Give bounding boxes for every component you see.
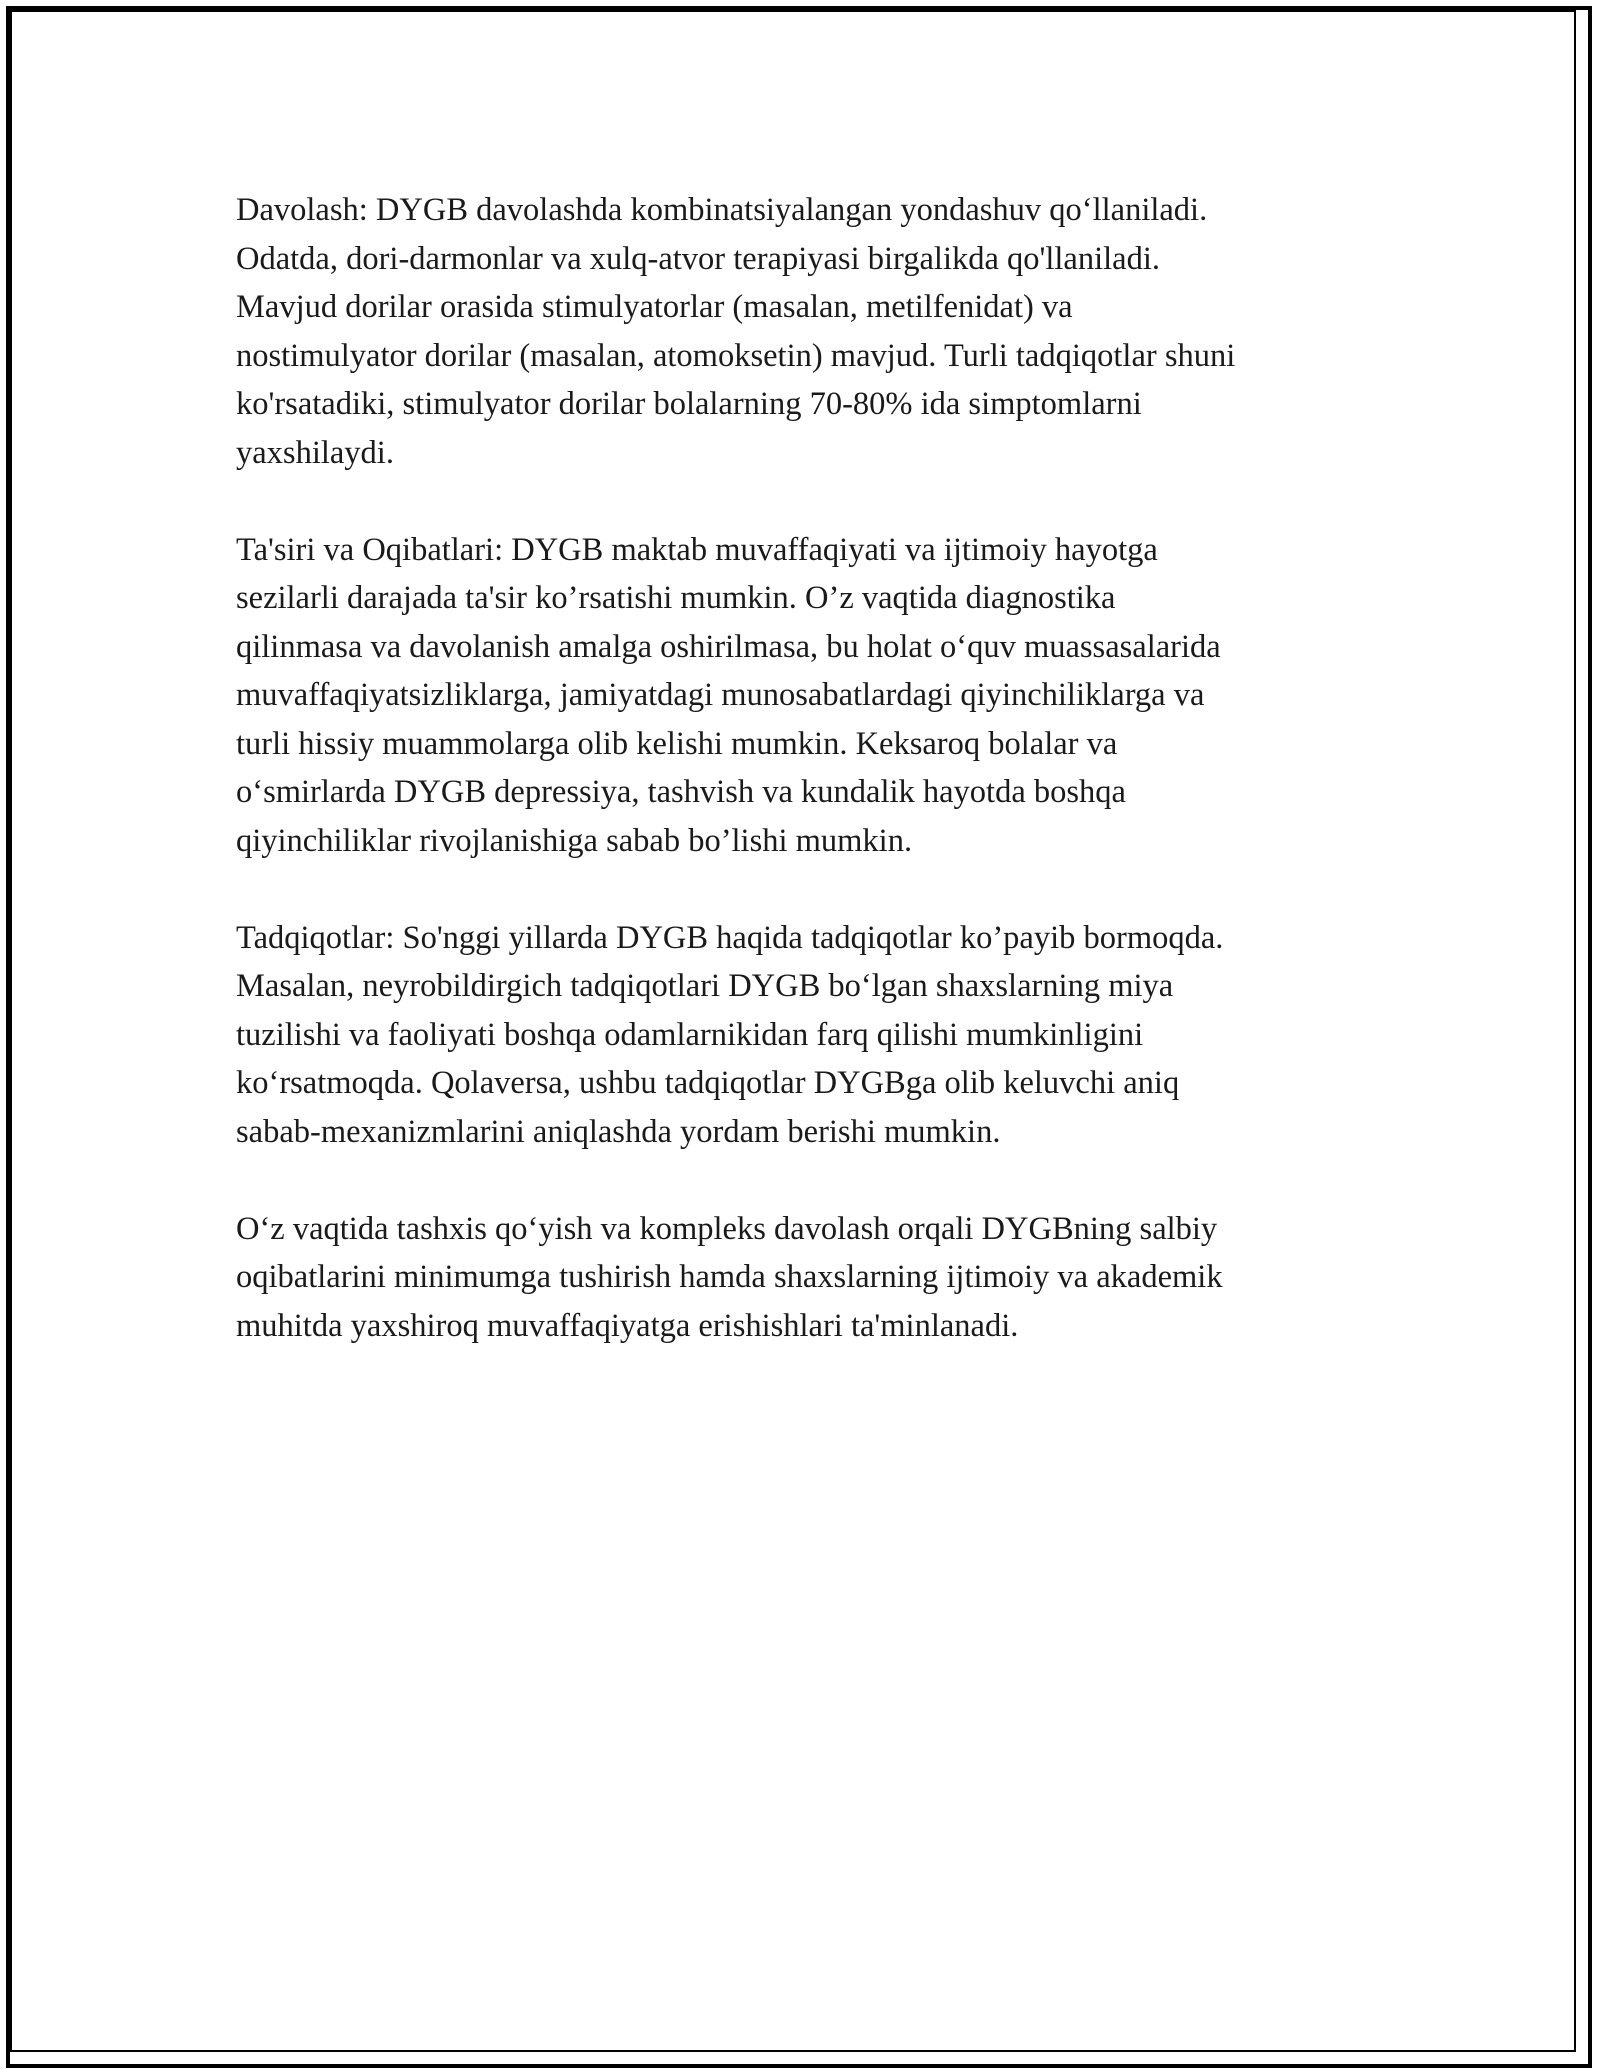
paragraph-line: qilinmasa va davolanish amalga oshirilmasa, bu holat o‘quv muassasalarida (236, 628, 1221, 665)
paragraph-conclusion (236, 1205, 1386, 1351)
paragraph-line: Masalan, neyrobildirgich tadqiqotlari DYGB bo‘lgan shaxslarning miya (236, 968, 1174, 1004)
paragraph-line: sezilarli darajada ta'sir ko’rsatishi mumkin. O’z vaqtida diagnostika (236, 580, 1116, 616)
paragraph-line: Odatda, dori-darmonlar va xulq-atvor terapiyasi birgalikda qo'llaniladi. (236, 240, 1160, 277)
paragraph-line: Mavjud dorilar orasida stimulyatorlar (masalan, metilfenidat) va (236, 289, 1073, 325)
paragraph-line: Tadqiqotlar: So'nggi yillarda DYGB haqida tadqiqotlar ko’payib bormoqda. (236, 919, 1224, 956)
paragraph-line: tuzilishi va faoliyati boshqa odamlarnikidan farq qilishi mumkinligini (236, 1016, 1144, 1053)
document-body (236, 186, 1386, 1399)
paragraph-line: O‘z vaqtida tashxis qo‘yish va kompleks davolash orqali DYGBning salbiy (236, 1210, 1218, 1247)
paragraph-line: oqibatlarini minimumga tushirish hamda shaxslarning ijtimoiy va akademik (236, 1259, 1223, 1295)
paragraph-line: o‘smirlarda DYGB depressiya, tashvish va kundalik hayotda boshqa (236, 774, 1126, 810)
paragraph-consequences (236, 526, 1386, 866)
paragraph-line: sabab-mexanizmlarini aniqlashda yordam berishi mumkin. (236, 1113, 1001, 1150)
paragraph-research (236, 914, 1386, 1157)
paragraph-treatment (236, 186, 1386, 477)
paragraph-line: muvaffaqiyatsizliklarga, jamiyatdagi munosabatlardagi qiyinchiliklarga va (236, 677, 1205, 713)
paragraph-line: yaxshilaydi. (236, 434, 394, 471)
paragraph-line: qiyinchiliklar rivojlanishiga sabab bo’lishi mumkin. (236, 822, 913, 859)
paragraph-line: ko‘rsatmoqda. Qolaversa, ushbu tadqiqotlar DYGBga olib keluvchi aniq (236, 1065, 1180, 1101)
paragraph-line: turli hissiy muammolarga olib kelishi mumkin. Keksaroq bolalar va (236, 725, 1118, 762)
paragraph-line: nostimulyator dorilar (masalan, atomoksetin) mavjud. Turli tadqiqotlar shuni (236, 337, 1236, 374)
paragraph-line: ko'rsatadiki, stimulyator dorilar bolalarning 70-80% ida simptomlarni (236, 386, 1142, 422)
paragraph-line: Davolash: DYGB davolashda kombinatsiyalangan yondashuv qo‘llaniladi. (236, 192, 1208, 228)
paragraph-line: muhitda yaxshiroq muvaffaqiyatga erishishlari ta'minlanadi. (236, 1307, 1019, 1344)
paragraph-line: Ta'siri va Oqibatlari: DYGB maktab muvaffaqiyati va ijtimoiy hayotga (236, 531, 1158, 568)
